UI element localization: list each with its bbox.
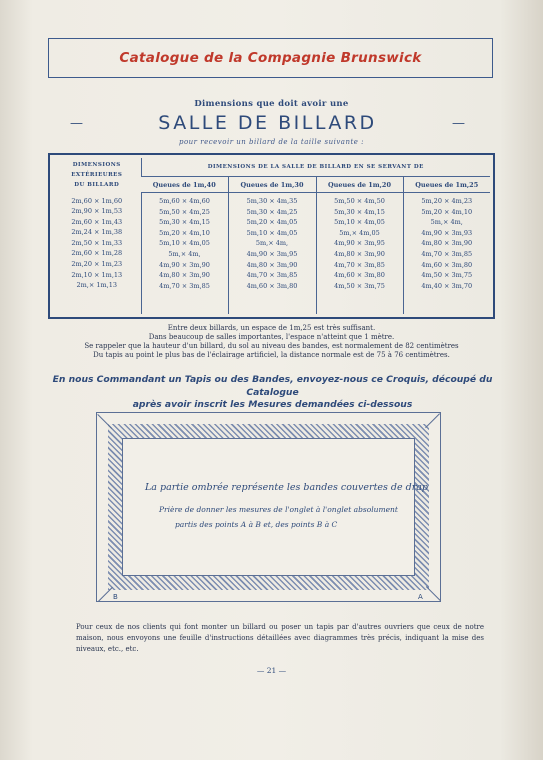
table-cell: 2m,24 × 1m,38	[71, 228, 123, 237]
table-cell: 4m,80 × 3m,90	[421, 239, 473, 248]
header-cue-2: Queues de 1m,30	[228, 177, 316, 193]
table-cell: 4m,50 × 3m,75	[421, 271, 473, 280]
table-cell: 5m,20 × 4m,10	[159, 228, 210, 237]
catalogue-header-box	[48, 38, 493, 78]
column-cue-4	[403, 193, 490, 314]
dimensions-table	[53, 158, 490, 314]
header-exterior-line: DIMENSIONS EXTÉRIEURES	[71, 162, 123, 179]
table-cell: 4m,60 × 3m,80	[421, 260, 473, 269]
table-cell: 4m,90 × 3m,93	[421, 228, 473, 237]
table-cell: 2m,× 1m,13	[76, 281, 117, 290]
diagram-caption: La partie ombrée représente les bandes couvertes de drap	[145, 482, 429, 493]
table-cell: 4m,90 × 3m,95	[246, 249, 298, 258]
title-dash-right: —	[451, 115, 465, 131]
column-cue-2	[228, 193, 316, 314]
table-cell: 5m,30 × 4m,35	[246, 197, 298, 205]
header-exterior	[53, 158, 141, 193]
note-line: Entre deux billards, un espace de 1m,25 est très suffisant.	[167, 324, 376, 332]
main-title-row	[70, 112, 465, 134]
subtitle: pour recevoir un billard de la taille suivante :	[178, 138, 365, 146]
table-cell: 4m,80 × 3m,90	[334, 249, 385, 258]
header-cue-3: Queues de 1m,20	[316, 177, 403, 193]
table-cell: 5m,20 × 4m,10	[421, 207, 473, 216]
table-cell: 2m,60 × 1m,28	[71, 249, 123, 258]
table-cell: 4m,70 × 3m,85	[159, 281, 210, 290]
note-line: Se rappeler que la hauteur d'un billard, du sol au niveau des bandes, est normalement de 82 centimètres	[84, 342, 459, 350]
table-cell: 5m,30 × 4m,15	[159, 218, 210, 227]
table-cell: 5m,50 × 4m,25	[159, 207, 210, 216]
table-cell: 4m,60 × 3m,80	[246, 281, 298, 290]
table-cell: 4m,90 × 3m,90	[159, 260, 210, 269]
corner-miter	[98, 587, 113, 602]
diagram-instruction: Prière de donner les mesures de l'onglet à l'onglet absolument	[159, 505, 398, 514]
table-cell: 5m,10 × 4m,05	[334, 218, 385, 227]
page-title: SALLE DE BILLARD	[158, 112, 377, 134]
corner-miter	[97, 414, 112, 429]
supertitle: Dimensions que doit avoir une	[194, 99, 349, 109]
table-cell: 4m,80 × 3m,90	[246, 260, 298, 269]
cloth-diagram	[96, 412, 441, 602]
point-b-label: B	[113, 593, 118, 601]
table-cell: 4m,50 × 3m,75	[334, 281, 385, 290]
note-line: Dans beaucoup de salles importantes, l'espace n'atteint que 1 mètre.	[148, 333, 395, 341]
corner-miter	[426, 586, 441, 601]
column-cue-3	[316, 193, 403, 314]
table-cell: 4m,70 × 3m,85	[334, 260, 385, 269]
point-a-label: A	[418, 593, 423, 601]
table-cell: 5m,× 4m,	[430, 218, 463, 227]
column-exterior	[53, 193, 141, 314]
header-cue-4: Queues de 1m,25	[403, 177, 490, 193]
title-dash-left: —	[70, 115, 83, 131]
table-cell: 4m,40 × 3m,70	[421, 281, 473, 290]
table-cell: 5m,× 4m,05	[339, 228, 380, 237]
table-cell: 4m,70 × 3m,85	[421, 249, 473, 258]
table-cell: 4m,80 × 3m,90	[159, 271, 210, 280]
table-cell: 5m,30 × 4m,15	[334, 207, 385, 216]
header-room-dimensions: DIMENSIONS DE LA SALLE DE BILLARD EN SE SERVANT DE	[141, 158, 490, 177]
column-cue-1	[141, 193, 228, 314]
table-cell: 5m,10 × 4m,05	[246, 228, 298, 237]
table-cell: 2m,60 × 1m,60	[71, 196, 123, 205]
diagram-instruction: partis des points A à B et, des points B à C	[175, 520, 338, 529]
table-cell: 5m,10 × 4m,05	[159, 239, 210, 248]
table-cell: 2m,50 × 1m,33	[71, 238, 123, 247]
order-line: En nous Commandant un Tapis ou des Bandes, envoyez-nous ce Croquis, découpé du Catalogue	[52, 374, 493, 398]
table-cell: 4m,90 × 3m,95	[334, 239, 385, 248]
order-line: après avoir inscrit les Mesures demandées ci-dessous	[132, 399, 413, 410]
table-cell: 2m,90 × 1m,53	[71, 207, 123, 216]
table-cell: 5m,60 × 4m,60	[159, 197, 210, 205]
order-instructions	[40, 374, 505, 412]
table-cell: 2m,60 × 1m,43	[71, 217, 123, 226]
corner-miter	[425, 413, 440, 428]
header-cue-1: Queues de 1m,40	[141, 177, 228, 193]
table-cell: 2m,10 × 1m,13	[71, 270, 123, 279]
table-cell: 5m,× 4m,	[168, 249, 201, 258]
table-cell: 5m,20 × 4m,05	[246, 218, 298, 227]
table-cell: 2m,20 × 1m,23	[71, 260, 123, 269]
header-exterior-line: DU BILLARD	[74, 182, 120, 189]
table-cell: 5m,20 × 4m,23	[421, 197, 473, 205]
catalogue-header-title: Catalogue de la Compagnie Brunswick	[119, 50, 422, 66]
table-cell: 4m,70 × 3m,85	[246, 271, 298, 280]
dimensions-table-box	[48, 153, 495, 319]
note-line: Du tapis au point le plus bas de l'éclairage artificiel, la distance normale est de 75 à 76 centimètres.	[93, 351, 450, 359]
page-number: — 21 —	[256, 666, 287, 675]
table-cell: 5m,50 × 4m,50	[334, 197, 385, 205]
table-cell: 4m,60 × 3m,80	[334, 271, 385, 280]
instructions-paragraph: Pour ceux de nos clients qui font monter un billard ou poser un tapis par d'autres ouvriers que ceux de notre maison, nous envoyons une feuille d'instructions détaillées avec diagrammes très précis, indiquant la mise des niveaux, etc., etc.	[76, 623, 484, 653]
table-cell: 5m,× 4m,	[255, 239, 289, 248]
table-cell: 5m,30 × 4m,25	[246, 207, 298, 216]
